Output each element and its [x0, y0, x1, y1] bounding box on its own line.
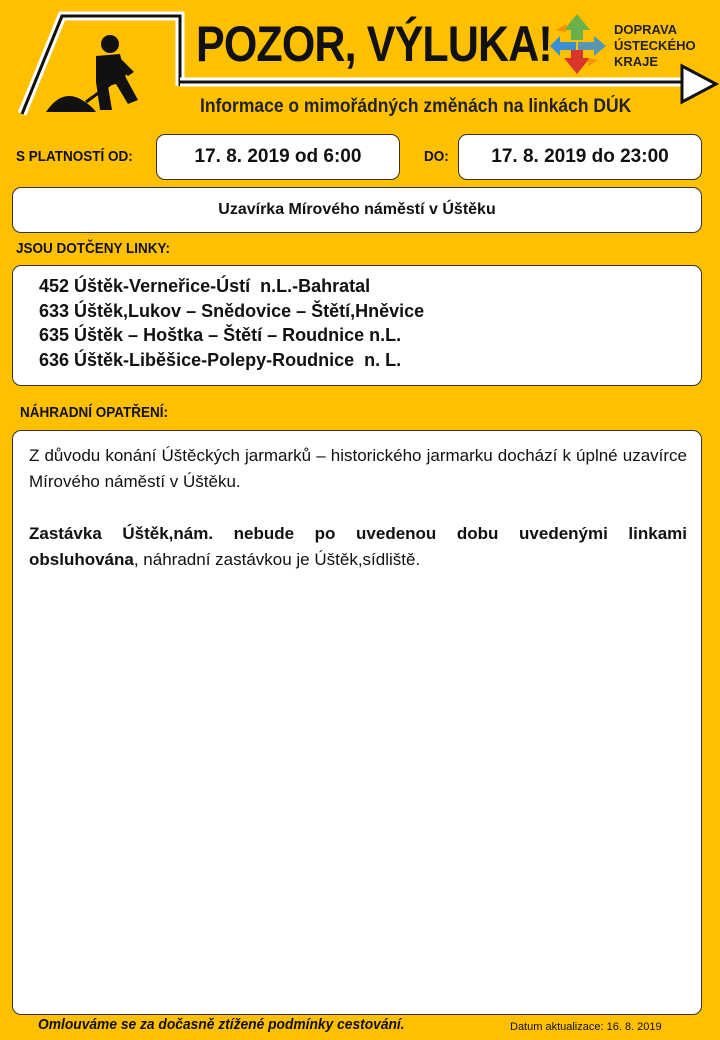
- logo-line-1: DOPRAVA: [614, 22, 678, 37]
- update-date: Datum aktualizace: 16. 8. 2019: [510, 1021, 662, 1033]
- valid-to-label: DO:: [424, 148, 449, 165]
- list-item: 452 Úštěk-Verneřice-Ústí n.L.-Bahratal: [39, 276, 371, 296]
- page-title: POZOR, VÝLUKA!: [196, 16, 552, 72]
- roadworks-worker-icon: [46, 35, 138, 112]
- list-item: 636 Úštěk-Liběšice-Polepy-Roudnice n. L.: [39, 349, 402, 370]
- page-subtitle: Informace o mimořádných změnách na linkách DÚK: [200, 96, 632, 117]
- duk-logo-icon: [550, 14, 606, 74]
- affected-lines-list: [12, 265, 702, 386]
- measures-paragraph-1: Z důvodu konání Úštěckých jarmarků – historického jarmarku dochází k úplné uzavírce Mírového náměstí v Úštěku.: [29, 446, 687, 491]
- header: [0, 0, 720, 130]
- measures-paragraph-2-bold: Zastávka Úštěk,nám. nebude po uvedenou dobu uvedenými linkami obsluhována: [29, 524, 687, 569]
- measures-box: [12, 430, 702, 1015]
- list-item: 633 Úštěk,Lukov – Snědovice – Štětí,Hněvice: [39, 300, 425, 321]
- measures-paragraph-2-rest: , náhradní zastávkou je Úštěk,sídliště.: [133, 550, 421, 569]
- apology-text: Omlouváme se za dočasně ztížené podmínky cestování.: [38, 1016, 405, 1033]
- measures-paragraph-2: [29, 521, 687, 573]
- valid-from-value: 17. 8. 2019 od 6:00: [156, 134, 400, 180]
- valid-to-value: 17. 8. 2019 do 23:00: [458, 134, 702, 180]
- list-item: 635 Úštěk – Hoštka – Štětí – Roudnice n.L.: [39, 325, 402, 345]
- logo-text: [614, 22, 696, 70]
- logo-line-3: KRAJE: [614, 54, 659, 69]
- closure-reason: Uzavírka Mírového náměstí v Úštěku: [12, 187, 702, 233]
- affected-lines-label: JSOU DOTČENY LINKY:: [16, 240, 171, 257]
- logo-line-2: ÚSTECKÉHO: [614, 38, 696, 53]
- valid-from-label: S PLATNOSTÍ OD:: [16, 148, 133, 165]
- measures-label: NÁHRADNÍ OPATŘENÍ:: [20, 404, 168, 421]
